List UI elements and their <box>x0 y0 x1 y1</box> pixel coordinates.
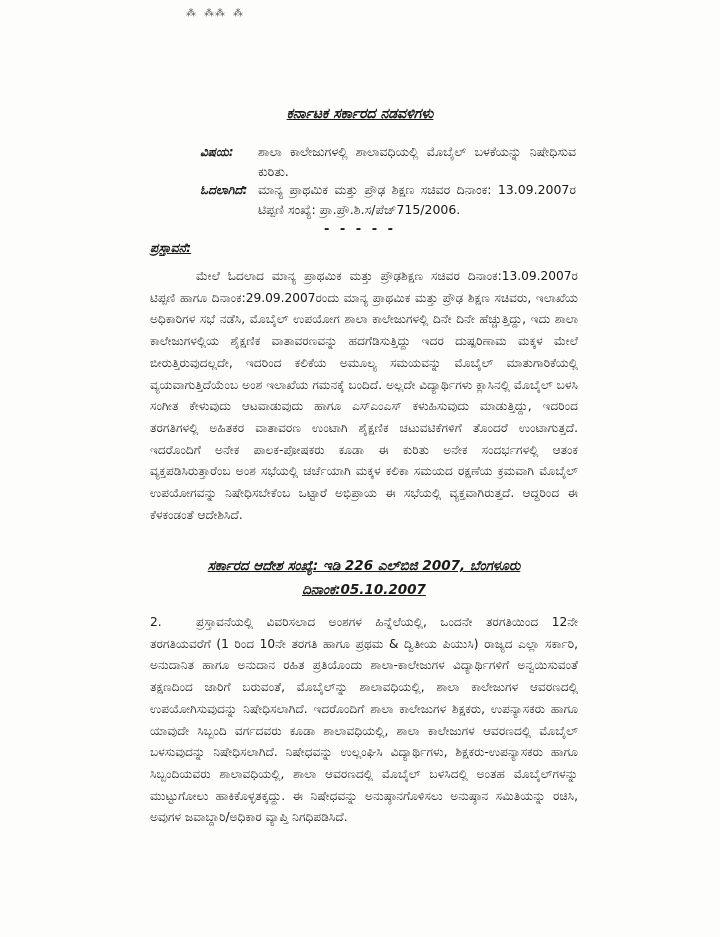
reference-block <box>200 180 580 220</box>
separator: - - - - - <box>323 222 397 237</box>
preamble-paragraph: ಮೇಲೆ ಓದಲಾದ ಮಾನ್ಯ ಪ್ರಾಥಮಿಕ ಮತ್ತು ಪ್ರೌಢಶಿಕ್ಷಣ ಸಚಿವರ ದಿನಾಂಕ:13.09.2007ರ ಟಿಪ್ಪಣಿ ಹಾಗೂ ದಿನಾಂಕ:29.09.2007ರಂದು ಮಾನ್ಯ ಪ್ರಾಥಮಿಕ ಮತ್ತು ಪ್ರೌಢ ಶಿಕ್ಷಣ ಸಚಿವರು, ಇಲಾಖೆಯ ಅಧಿಕಾರಿಗಳ ಸಭೆ ನಡೆಸಿ, ಮೊಬೈಲ್ ಉಪಯೋಗ ಶಾಲಾ ಕಾಲೇಜುಗಳಲ್ಲಿ ದಿನೇ ದಿನೇ ಹೆಚ್ಚುತ್ತಿದ್ದು, ಇದು ಶಾಲಾ ಕಾಲೇಜುಗಳಲ್ಲಿಯ ಶೈಕ್ಷಣಿಕ ವಾತಾವರಣವನ್ನು ಹದಗೆಡಿಸುತ್ತಿದ್ದು ಇದರ ದುಷ್ಪರಿಣಾಮ ಮಕ್ಕಳ ಮೇಲೆ ಬೀರುತ್ತಿರುವುದಲ್ಲದೇ, ಇದರಿಂದ ಕಲಿಕೆಯ ಅಮೂಲ್ಯ ಸಮಯವನ್ನು ಮೊಬೈಲ್ ಮಾತುಗಾರಿಕೆಯಲ್ಲಿ ವ್ಯಯವಾಗುತ್ತಿದೆಯೆಂಬ ಅಂಶ ಇಲಾಖೆಯ ಗಮನಕ್ಕೆ ಬಂದಿದೆ. ಅಲ್ಲದೇ ವಿದ್ಯಾರ್ಥಿಗಳು ಕ್ಲಾಸಿನಲ್ಲಿ ಮೊಬೈಲ್ ಬಳಸಿ ಸಂಗೀತ ಕೇಳುವುದು ಆಟವಾಡುವುದು ಹಾಗೂ ಎಸ್‌ಎಂಎಸ್ ಕಳುಹಿಸುವುದು ಮಾಡುತ್ತಿದ್ದು, ಇದರಿಂದ ತರಗತಿಗಳಲ್ಲಿ ಅಹಿತಕರ ವಾತಾವರಣ ಉಂಟಾಗಿ ಶೈಕ್ಷಣಿಕ ಚಟುವಟಿಕೆಗಳಿಗೆ ತೊಂದರೆ ಉಂಟಾಗುತ್ತದೆ. ಇದರೊಂದಿಗೆ ಅನೇಕ ಪಾಲಕ-ಪೋಷಕರು ಕೂಡಾ ಈ ಕುರಿತು ಅನೇಕ ಸಂದರ್ಭಗಳಲ್ಲಿ ಆತಂಕ ವ್ಯಕ್ತಪಡಿಸಿರುತ್ತಾರೆಂಬ ಅಂಶ ಸಭೆಯಲ್ಲಿ ಚರ್ಚೆಯಾಗಿ ಮಕ್ಕಳ ಕಲಿಕಾ ಸಮಯದ ರಕ್ಷಣೆಯ ಕ್ರಮವಾಗಿ ಮೊಬೈಲ್ ಉಪಯೋಗವನ್ನು ನಿಷೇಧಿಸಬೇಕೆಂಬ ಒಟ್ಟಾರೆ ಅಭಿಪ್ರಾಯ ಈ ಸಭೆಯಲ್ಲಿ ವ್ಯಕ್ತವಾಗಿರುತ್ತದೆ. ಆದ್ದರಿಂದ ಈ ಕೆಳಕಂಡಂತೆ ಆದೇಶಿಸಿದೆ. <box>150 269 578 522</box>
order-paragraph-number: 2. <box>150 615 162 629</box>
subject-text: ಶಾಲಾ ಕಾಲೇಜುಗಳಲ್ಲಿ ಶಾಲಾವಧಿಯಲ್ಲಿ ಮೊಬೈಲ್ ಬಳಕೆಯನ್ನು ನಿಷೇಧಿಸುವ ಕುರಿತು. <box>258 144 576 179</box>
document-title: ಕರ್ನಾಟಕ ಸರ್ಕಾರದ ನಡವಳಿಗಳು <box>286 106 434 122</box>
top-mark: ⁂ ⁂⁂ ⁂ <box>186 8 245 19</box>
order-number-line: ಸರ್ಕಾರದ ಆದೇಶ ಸಂಖ್ಯೆ: ಇಡಿ 226 ಎಲ್‌ಬಿಜಿ 2007, ಬೆಂಗಳೂರು <box>207 558 521 574</box>
subject-label: ವಿಷಯ: <box>200 145 234 159</box>
subject-block <box>200 142 580 182</box>
order-paragraph <box>150 612 578 829</box>
reference-label: ಓದಲಾಗಿದೆ: <box>200 183 248 197</box>
preamble-heading: ಪ್ರಸ್ತಾವನೆ: <box>150 240 192 255</box>
order-paragraph-text: ಪ್ರಸ್ತಾವನೆಯಲ್ಲಿ ವಿವರಿಸಲಾದ ಅಂಶಗಳ ಹಿನ್ನೆಲೆಯಲ್ಲಿ, ಒಂದನೇ ತರಗತಿಯಿಂದ 12ನೇ ತರಗತಿಯವರೆಗೆ (1 ರಿಂದ 10ನೇ ತರಗತಿ ಹಾಗೂ ಪ್ರಥಮ & ದ್ವಿತೀಯ ಪಿಯುಸಿ) ರಾಜ್ಯದ ಎಲ್ಲಾ ಸರ್ಕಾರಿ, ಅನುದಾನಿತ ಹಾಗೂ ಅನುದಾನ ರಹಿತ ಪ್ರತಿಯೊಂದು ಶಾಲಾ-ಕಾಲೇಜುಗಳ ವಿದ್ಯಾರ್ಥಿಗಳಿಗೆ ಅನ್ವಯಿಸುವಂತೆ ತಕ್ಷಣದಿಂದ ಜಾರಿಗೆ ಬರುವಂತೆ, ಮೊಬೈಲ್‌ನ್ನು ಶಾಲಾವಧಿಯಲ್ಲಿ, ಶಾಲಾ ಕಾಲೇಜುಗಳ ಆವರಣದಲ್ಲಿ ಉಪಯೋಗಿಸುವುದನ್ನು ನಿಷೇಧಿಸಲಾಗಿದೆ. ಇದರೊಂದಿಗೆ ಶಾಲಾ ಕಾಲೇಜುಗಳ ಶಿಕ್ಷಕರು, ಉಪನ್ಯಾಸಕರು ಹಾಗೂ ಯಾವುದೇ ಸಿಬ್ಬಂದಿ ವರ್ಗದವರು ಕೂಡಾ ಶಾಲಾವಧಿಯಲ್ಲಿ, ಶಾಲಾ ಕಾಲೇಜುಗಳ ಆವರಣದಲ್ಲಿ ಮೊಬೈಲ್ ಬಳಸುವುದನ್ನು ನಿಷೇಧಿಸಲಾಗಿದೆ. ನಿಷೇಧವನ್ನು ಉಲ್ಲಂಘಿಸಿ ವಿದ್ಯಾರ್ಥಿಗಳು, ಶಿಕ್ಷಕರು-ಉಪನ್ಯಾಸಕರು ಹಾಗೂ ಸಿಬ್ಬಂದಿಯವರು ಶಾಲಾವಧಿಯಲ್ಲಿ, ಶಾಲಾ ಆವರಣದಲ್ಲಿ ಮೊಬೈಲ್ ಬಳಸಿದಲ್ಲಿ ಅಂತಹ ಮೊಬೈಲ್‌ಗಳನ್ನು ಮುಟ್ಟುಗೋಲು ಹಾಕಿಕೊಳ್ಳತಕ್ಕದ್ದು. ಈ ನಿಷೇಧವನ್ನು ಅನುಷ್ಠಾನಗೊಳಿಸಲು ಅನುಷ್ಠಾನ ಸಮಿತಿಯನ್ನು ರಚಿಸಿ, ಅವುಗಳ ಜವಾಬ್ದಾರಿ/ಅಧಿಕಾರ ವ್ಯಾಪ್ತಿ ನಿಗಧಿಪಡಿಸಿದೆ. <box>150 615 578 825</box>
order-date-line: ದಿನಾಂಕ:05.10.2007 <box>302 582 426 598</box>
reference-text: ಮಾನ್ಯ ಪ್ರಾಥಮಿಕ ಮತ್ತು ಪ್ರೌಢ ಶಿಕ್ಷಣ ಸಚಿವರ ದಿನಾಂಕ: 13.09.2007ರ ಟಿಪ್ಪಣಿ ಸಂಖ್ಯೆ: ಪ್ರಾ.ಪ್ರೌ.ಶಿ.ಸ/ಪೆಜ್715/2006. <box>258 182 576 217</box>
order-heading <box>150 554 578 602</box>
